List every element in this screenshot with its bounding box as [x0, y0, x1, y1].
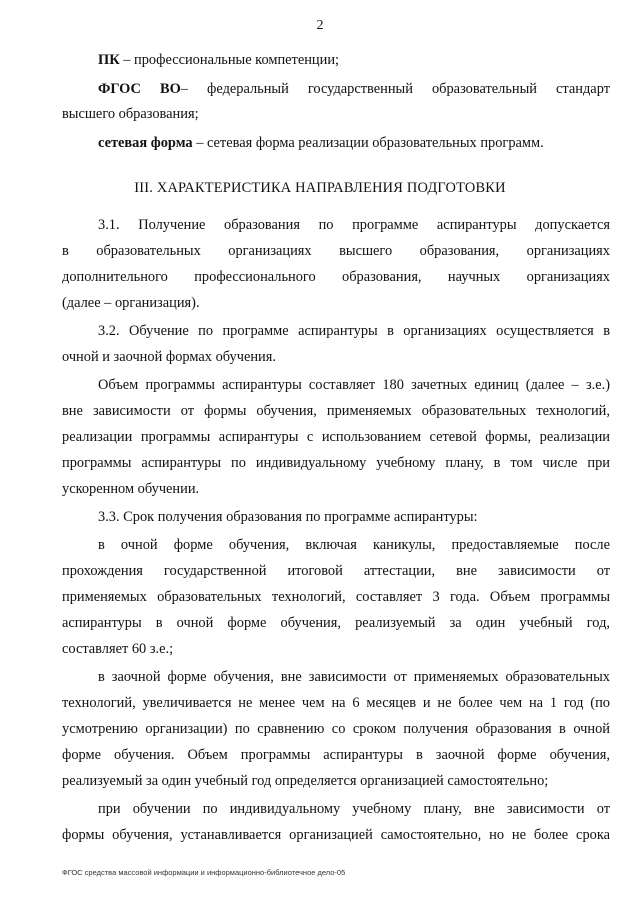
paragraph-line: технологий, увеличивается не менее чем на 6 месяцев и не более чем на 1 год (по [62, 695, 610, 711]
definition-pk [98, 50, 610, 70]
paragraph-line: составляет 60 з.е.; [62, 641, 174, 657]
paragraph-line: 3.3. Срок получения образования по программе аспирантуры: [98, 509, 478, 525]
paragraph-line: прохождения государственной итоговой аттестации, вне зависимости от [62, 563, 610, 579]
definition-term: ФГОС ВО [98, 81, 181, 97]
paragraph-line: вне зависимости от формы обучения, применяемых образовательных технологий, [62, 403, 610, 419]
paragraph-line: аспирантуры в очной форме обучения, реализуемый за один учебный год, [62, 615, 610, 631]
paragraph-line: в очной форме обучения, включая каникулы, предоставляемые после [98, 537, 610, 553]
paragraph-line: программы аспирантуры по индивидуальному учебному плану, в том числе при [62, 455, 610, 471]
definition-term: сетевая форма [98, 135, 193, 151]
paragraph-line: дополнительного профессионального образования, научных организациях [62, 269, 610, 285]
definition-text: – федеральный государственный образовательный стандарт [180, 81, 610, 97]
definition-fgos-continuation: высшего образования; [62, 106, 199, 122]
paragraph-line: форме обучения. Объем программы аспирантуры в заочной форме обучения, [62, 747, 610, 763]
paragraph-line: при обучении по индивидуальному учебному плану, вне зависимости от [98, 801, 610, 817]
paragraph-line: в заочной форме обучения, вне зависимости от применяемых образовательных [98, 669, 610, 685]
paragraph-line: 3.2. Обучение по программе аспирантуры в организациях осуществляется в [98, 323, 610, 339]
paragraph-line: реализуемый за один учебный год определяется организацией самостоятельно; [62, 773, 549, 789]
footer-note: ФГОС средства массовой информации и информационно-библиотечное дело-05 [62, 868, 346, 877]
page-number: 2 [316, 18, 324, 33]
paragraph-line: очной и заочной формах обучения. [62, 349, 276, 365]
paragraph-line: усмотрению организации) по сравнению со сроком получения образования в очной [62, 721, 610, 737]
definition-term: ПК [98, 52, 120, 68]
definition-fgos [98, 79, 610, 99]
paragraph-line: реализации программы аспирантуры с использованием сетевой формы, реализации [62, 429, 610, 445]
paragraph-line: 3.1. Получение образования по программе аспирантуры допускается [98, 217, 610, 233]
definition-network-form [98, 133, 610, 153]
paragraph-line: Объем программы аспирантуры составляет 180 зачетных единиц (далее – з.е.) [98, 377, 610, 393]
definition-text: – сетевая форма реализации образовательных программ. [192, 135, 544, 151]
paragraph-line: формы обучения, устанавливается организацией самостоятельно, но не более срока [62, 827, 610, 843]
section-heading: III. ХАРАКТЕРИСТИКА НАПРАВЛЕНИЯ ПОДГОТОВКИ [134, 180, 506, 196]
paragraph-line: в образовательных организациях высшего образования, организациях [62, 243, 610, 259]
paragraph-line: (далее – организация). [62, 295, 200, 311]
definition-text: – профессиональные компетенции; [119, 52, 340, 68]
paragraph-line: применяемых образовательных технологий, составляет 3 года. Объем программы [62, 589, 610, 605]
paragraph-line: ускоренном обучении. [62, 481, 200, 497]
